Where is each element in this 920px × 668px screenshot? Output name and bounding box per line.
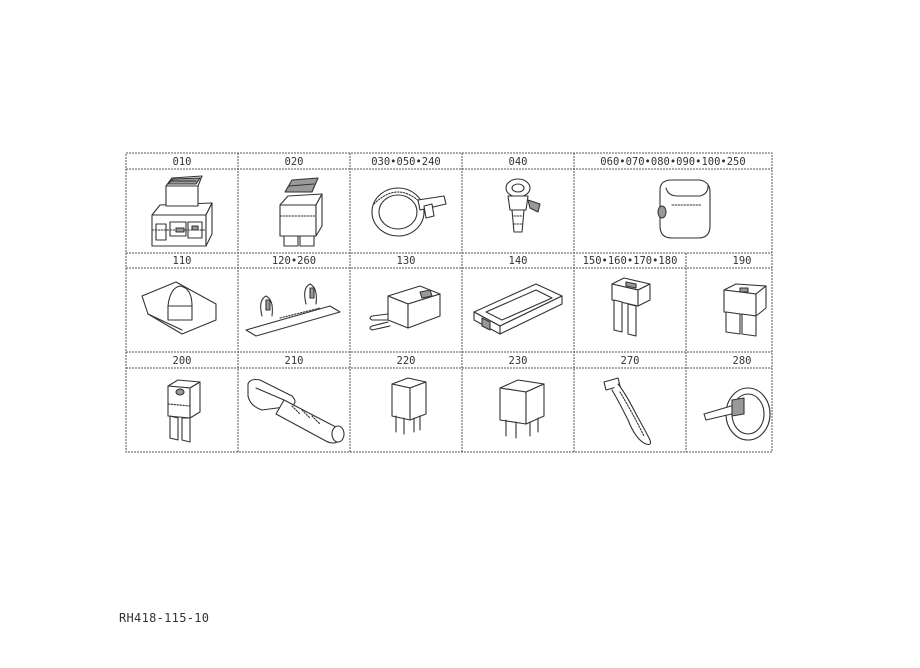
plug-connector-illustration <box>370 286 440 330</box>
label-020: 020 <box>284 156 304 168</box>
fuse-holder-illustration <box>168 380 200 442</box>
wing-clip-illustration <box>142 282 216 334</box>
cable-tie-mount-illustration <box>704 388 770 440</box>
label-220: 220 <box>396 355 416 367</box>
label-190: 190 <box>732 255 752 267</box>
clip-clamp-illustration <box>506 179 540 232</box>
label-210: 210 <box>284 355 304 367</box>
label-200: 200 <box>172 355 192 367</box>
relay-small-illustration <box>392 378 426 434</box>
label-140: 140 <box>508 255 528 267</box>
fuse-box-large-illustration <box>152 176 212 246</box>
drawing-reference-code: RH418-115-10 <box>119 611 210 625</box>
label-130: 130 <box>396 255 416 267</box>
connector-cover-illustration <box>658 180 710 238</box>
flat-holder-illustration <box>474 284 562 334</box>
fuse-box-small-illustration <box>280 178 322 246</box>
label-270: 270 <box>620 355 640 367</box>
relay-large-illustration <box>500 380 544 438</box>
grommet-boot-illustration <box>248 380 344 444</box>
label-280: 280 <box>732 355 752 367</box>
rail-clips-illustration <box>246 284 340 336</box>
fuse-small-illustration <box>724 284 766 336</box>
label-040: 040 <box>508 156 528 168</box>
label-120-260: 120•260 <box>271 255 317 267</box>
label-150-to-180: 150•160•170•180 <box>582 255 678 267</box>
label-010: 010 <box>172 156 192 168</box>
label-060-to-250: 060•070•080•090•100•250 <box>600 156 746 168</box>
label-230: 230 <box>508 355 528 367</box>
band-clamp-illustration <box>372 188 446 236</box>
mini-fuse-illustration <box>612 278 650 336</box>
cable-tie-illustration <box>604 378 651 445</box>
label-110: 110 <box>172 255 192 267</box>
label-030-050-240: 030•050•240 <box>371 156 441 168</box>
